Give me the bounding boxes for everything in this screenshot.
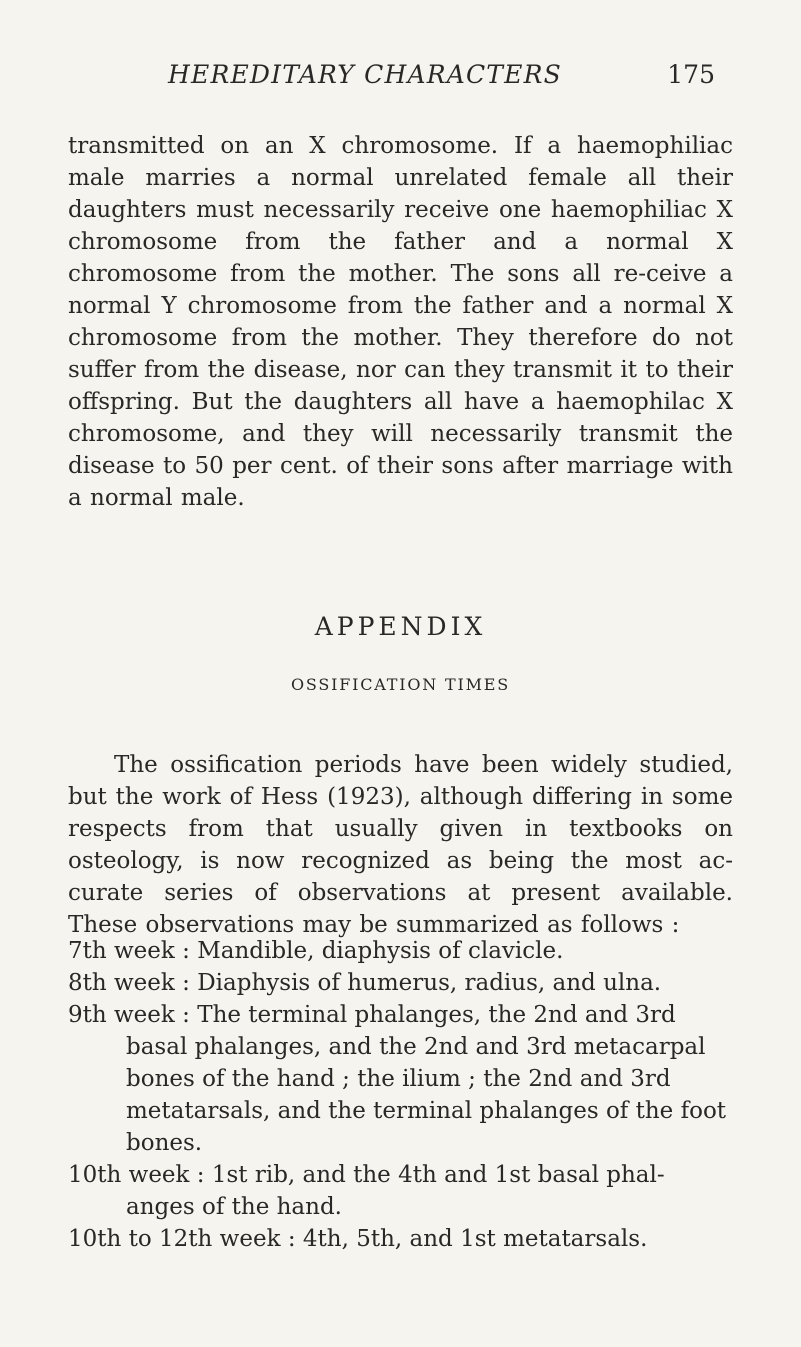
timeline-item-7th-week xyxy=(68,935,733,967)
timeline-item-10th-to-12th-week xyxy=(68,1223,733,1255)
timeline-item-8th-week xyxy=(68,967,733,999)
ossification-times-heading: OSSIFICATION TIMES xyxy=(290,675,511,694)
timeline-description: 1st rib, and the 4th and 1st basal phal-anges of the hand. xyxy=(126,1162,665,1220)
timeline-item-10th-week xyxy=(68,1159,733,1223)
timeline-week: 10th week : xyxy=(68,1162,205,1188)
timeline-week: 8th week : xyxy=(68,970,190,996)
appendix-paragraph: The ossification periods have been widely studied, but the work of Hess (1923), although differing in some respects from that usually given in textbooks on osteology, is now recognized as being the most ac-curate series of observations at present available. These observations may be summarized as follows : xyxy=(68,752,733,938)
appendix-heading: APPENDIX xyxy=(314,612,487,641)
timeline-description: Diaphysis of humerus, radius, and ulna. xyxy=(197,970,662,996)
ossification-timeline xyxy=(68,935,733,1255)
timeline-item-9th-week xyxy=(68,999,733,1159)
page-number: 175 xyxy=(667,60,715,89)
timeline-week: 10th to 12th week : xyxy=(68,1226,296,1252)
timeline-description: The terminal phalanges, the 2nd and 3rd basal phalanges, and the 2nd and 3rd metacarpal bones of the hand ; the ilium ; the 2nd and 3rd metatarsals, and the terminal phalanges of the foot bones. xyxy=(126,1002,727,1156)
timeline-description: 4th, 5th, and 1st metatarsals. xyxy=(302,1226,648,1252)
running-title: HEREDITARY CHARACTERS xyxy=(168,60,562,89)
intro-paragraph: transmitted on an X chromosome. If a haemophiliac male marries a normal unrelated female all their daughters must necessarily receive one haemophiliac X chromosome from the father and a normal X chromosome from the mother. The sons all re-ceive a normal Y chromosome from the father and a normal X chromosome from the mother. They therefore do not suffer from the disease, nor can they transmit it to their offspring. But the daughters all have a haemophilac X chromosome, and they will necessarily transmit the disease to 50 per cent. of their sons after marriage with a normal male. xyxy=(68,133,733,511)
running-head xyxy=(168,60,715,100)
timeline-week: 7th week : xyxy=(68,938,190,964)
timeline-week: 9th week : xyxy=(68,1002,190,1028)
timeline-description: Mandible, diaphysis of clavicle. xyxy=(197,938,564,964)
